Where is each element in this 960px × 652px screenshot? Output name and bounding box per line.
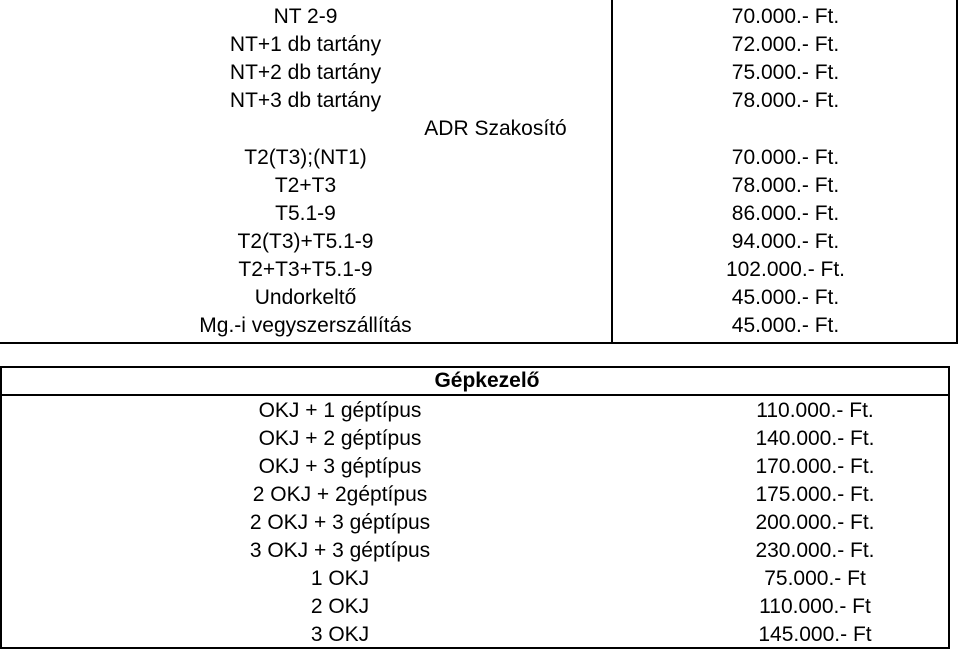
table-row — [0, 480, 950, 509]
row-label: NT+3 db tartány — [229, 89, 382, 112]
row-label: T2(T3);(NT1) — [244, 146, 367, 169]
table-row — [0, 396, 950, 425]
section-heading: ADR Szakosító — [424, 117, 567, 140]
section-heading-row — [0, 114, 958, 143]
table-row — [0, 199, 958, 228]
row-price: 45.000.- Ft. — [731, 314, 840, 337]
table-row — [0, 424, 950, 453]
row-price: 110.000.- Ft — [759, 595, 871, 618]
row-price: 45.000.- Ft. — [731, 286, 840, 309]
table-heading: Gépkezelő — [434, 369, 540, 392]
table-header — [0, 366, 950, 394]
row-price: 170.000.- Ft. — [755, 455, 875, 478]
row-price: 200.000.- Ft. — [755, 511, 875, 534]
row-price: 230.000.- Ft. — [755, 539, 875, 562]
row-price: 70.000.- Ft. — [731, 146, 840, 169]
row-price: 86.000.- Ft. — [731, 202, 840, 225]
row-price: 94.000.- Ft. — [731, 230, 840, 253]
row-price: 175.000.- Ft. — [755, 483, 875, 506]
row-price: 70.000.- Ft. — [731, 5, 840, 28]
row-label: 2 OKJ + 2géptípus — [252, 483, 428, 506]
table-row — [0, 283, 958, 312]
row-price: 102.000.- Ft. — [725, 258, 846, 281]
row-label: OKJ + 3 géptípus — [258, 455, 422, 478]
row-label: T2+T3 — [274, 174, 337, 197]
row-label: Undorkeltő — [254, 286, 357, 309]
table-row — [0, 58, 958, 87]
row-label: T5.1-9 — [275, 202, 336, 225]
table-row — [0, 508, 950, 537]
table-row — [0, 30, 958, 59]
row-price: 145.000.- Ft — [758, 623, 872, 646]
row-price: 140.000.- Ft. — [755, 427, 875, 450]
table-row — [0, 171, 958, 200]
table-row — [0, 311, 958, 340]
table-row — [0, 255, 958, 284]
row-label: OKJ + 2 géptípus — [258, 427, 422, 450]
row-label: Mg.-i vegyszerszállítás — [199, 314, 412, 337]
row-price: 75.000.- Ft — [764, 567, 866, 590]
row-label: T2(T3)+T5.1-9 — [237, 230, 374, 253]
table-row — [0, 86, 958, 115]
row-label: 3 OKJ — [310, 623, 370, 646]
table-row — [0, 536, 950, 565]
table-row — [0, 2, 958, 31]
row-label: NT+2 db tartány — [229, 61, 382, 84]
row-label: NT+1 db tartány — [229, 33, 382, 56]
row-label: NT 2-9 — [273, 5, 338, 28]
table-row — [0, 620, 950, 649]
row-label: 1 OKJ — [310, 567, 370, 590]
row-price: 78.000.- Ft. — [731, 174, 840, 197]
row-label: 2 OKJ — [310, 595, 370, 618]
table-row — [0, 592, 950, 621]
row-label: 2 OKJ + 3 géptípus — [249, 511, 431, 534]
row-label: T2+T3+T5.1-9 — [238, 258, 373, 281]
row-label: 3 OKJ + 3 géptípus — [249, 539, 431, 562]
row-label: OKJ + 1 géptípus — [258, 399, 422, 422]
table-row — [0, 227, 958, 256]
row-price: 78.000.- Ft. — [731, 89, 840, 112]
row-price: 72.000.- Ft. — [731, 33, 840, 56]
price-table-bottom — [0, 366, 960, 652]
row-price: 75.000.- Ft. — [731, 61, 840, 84]
table-row — [0, 564, 950, 593]
row-price: 110.000.- Ft. — [756, 399, 874, 422]
table-row — [0, 452, 950, 481]
table-row — [0, 143, 958, 172]
